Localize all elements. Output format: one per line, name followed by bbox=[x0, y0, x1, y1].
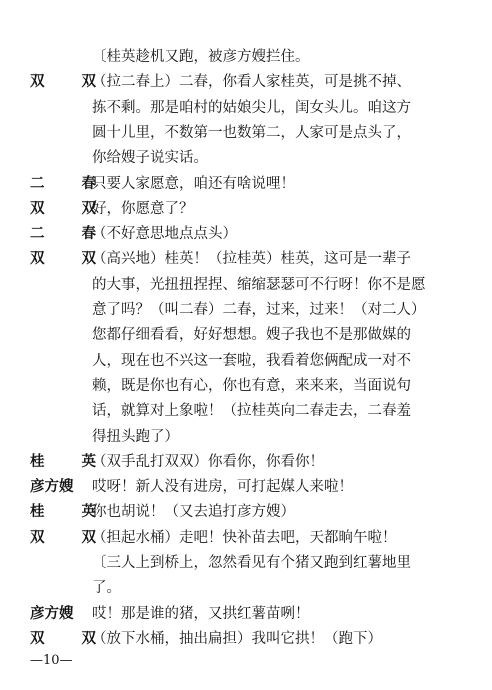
script-line bbox=[0, 398, 492, 424]
dialogue-text: 你也胡说！（又去追打彦方嫂） bbox=[92, 504, 295, 521]
continuation-text: 您都仔细看看，好好想想。嫂子我也不是那做媒的 bbox=[92, 327, 411, 344]
dialogue-text: 好，你愿意了？ bbox=[92, 200, 194, 217]
script-line bbox=[0, 474, 492, 500]
speaker-name: 桂 英 bbox=[30, 452, 113, 470]
script-line bbox=[0, 525, 492, 551]
continuation-text: 意了吗？（叫二春）二春，过来，过来！（对二人） bbox=[92, 302, 426, 318]
speaker-name: 二 春 bbox=[30, 174, 113, 192]
script-line bbox=[0, 95, 492, 121]
dialogue-text: 哎呀！新人没有进房，可打起媒人来啦！ bbox=[92, 479, 353, 496]
dialogue-text: 哎！那是谁的猪，又拱红薯苗咧！ bbox=[92, 605, 310, 622]
dialogue-text: （双手乱打双双）你看你，你看你！ bbox=[92, 453, 324, 470]
script-line bbox=[0, 322, 492, 348]
continuation-text: 拣不剩。那是咱村的姑娘尖儿，闺女头儿。咱这方 bbox=[92, 99, 411, 116]
script-line bbox=[0, 69, 492, 95]
script-line bbox=[0, 575, 492, 601]
script-line bbox=[0, 550, 492, 576]
script-line bbox=[0, 272, 492, 298]
script-line bbox=[0, 221, 492, 247]
speaker-name: 双 双 bbox=[30, 73, 113, 91]
speaker-name: 二 春 bbox=[30, 225, 113, 243]
continuation-text: 人，现在也不兴这一套啦，我看着您俩配成一对不 bbox=[92, 352, 411, 369]
dialogue-text: （高兴地）桂英！（拉桂英）桂英，这可是一辈子 bbox=[92, 251, 411, 268]
script-line bbox=[0, 449, 492, 475]
script-line bbox=[0, 601, 492, 627]
continuation-text: 赖，既是你也有心，你也有意，来来来，当面说句 bbox=[92, 377, 411, 394]
script-line bbox=[0, 626, 492, 652]
script-line bbox=[0, 424, 492, 450]
speaker-name: 双 双 bbox=[30, 528, 113, 546]
continuation-text: 你给嫂子说实话。 bbox=[92, 150, 208, 167]
script-line bbox=[0, 120, 492, 146]
speaker-name: 彦方嫂 bbox=[30, 478, 74, 496]
continuation-text: 话，就算对上象啦！（拉桂英向二春走去，二春羞 bbox=[92, 403, 411, 420]
continuation-text: 〔三人上到桥上，忽然看见有个猪又跑到红薯地里 bbox=[92, 555, 411, 571]
continuation-text: 圆十儿里，不数第一也数第二，人家可是点头了， bbox=[92, 124, 411, 141]
dialogue-text: （拉二春上）二春，你看人家桂英，可是挑不掉、 bbox=[92, 74, 411, 91]
script-line bbox=[0, 171, 492, 197]
page-number: —10— bbox=[30, 653, 73, 668]
continuation-text: 〔桂英趁机又跑，被彦方嫂拦住。 bbox=[92, 49, 310, 65]
script-line bbox=[0, 373, 492, 399]
continuation-text: 了。 bbox=[92, 580, 121, 597]
script-line bbox=[0, 44, 492, 70]
speaker-name: 双 双 bbox=[30, 199, 113, 217]
speaker-name: 彦方嫂 bbox=[30, 604, 74, 622]
dialogue-text: （不好意思地点点头） bbox=[92, 226, 237, 243]
continuation-text: 的大事，光扭扭捏捏、缩缩瑟瑟可不行呀！你不是愿 bbox=[92, 276, 426, 293]
continuation-text: 得扭头跑了） bbox=[92, 428, 179, 445]
script-line bbox=[0, 196, 492, 222]
speaker-name: 双 双 bbox=[30, 250, 113, 268]
script-line bbox=[0, 348, 492, 374]
dialogue-text: （放下水桶，抽出扁担）我叫它拱！（跑下） bbox=[92, 630, 382, 647]
script-line bbox=[0, 145, 492, 171]
speaker-name: 双 双 bbox=[30, 629, 113, 647]
script-line bbox=[0, 297, 492, 323]
dialogue-text: （担起水桶）走吧！快补苗去吧，天都晌午啦！ bbox=[92, 529, 397, 546]
script-line bbox=[0, 499, 492, 525]
dialogue-text: 只要人家愿意，咱还有啥说哩！ bbox=[92, 175, 295, 192]
script-line bbox=[0, 246, 492, 272]
speaker-name: 桂 英 bbox=[30, 503, 113, 521]
